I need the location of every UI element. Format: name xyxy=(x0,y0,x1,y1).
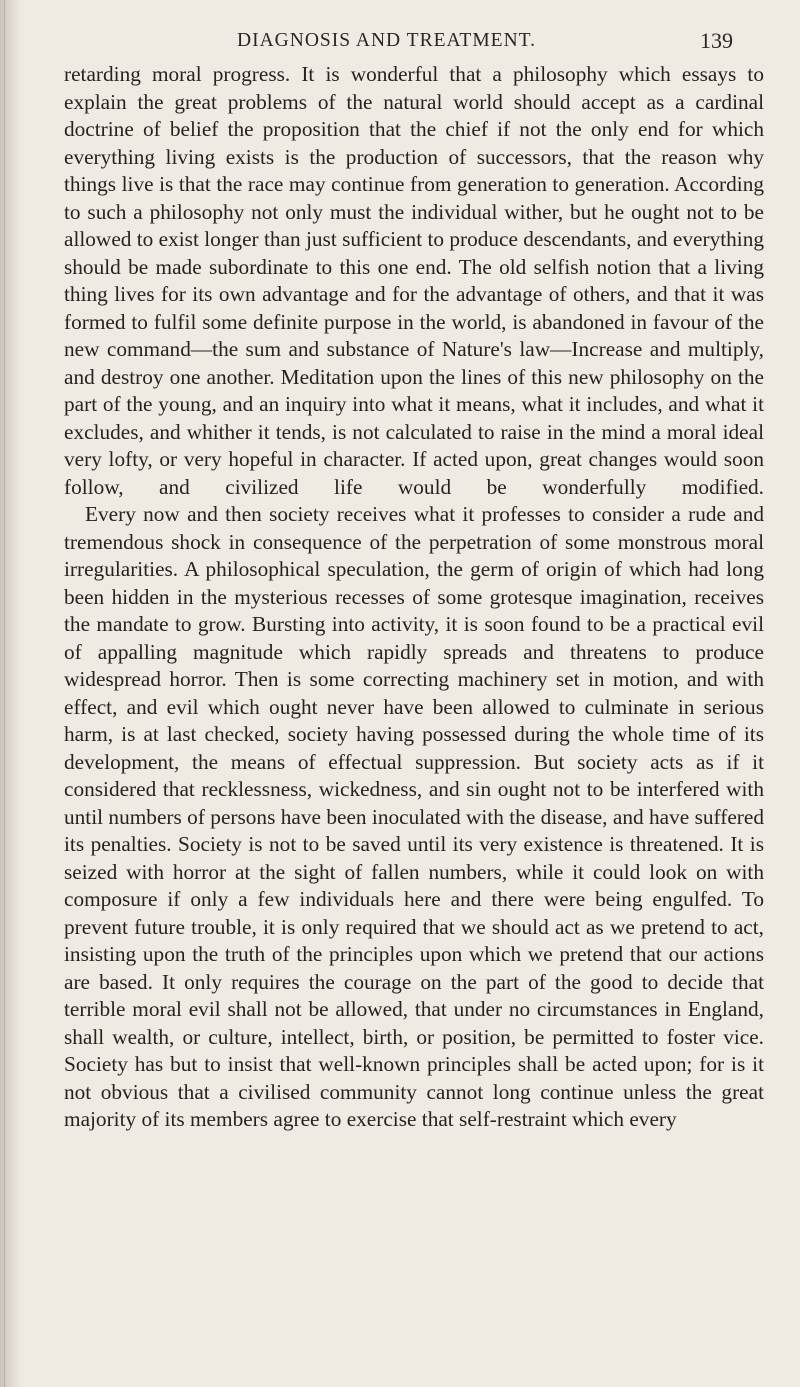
body-text xyxy=(64,61,764,1134)
paragraph: Every now and then society receives what it professes to consider a rude and tremendous shock in consequence of the perpetration of some monstrous moral irregularities. A philosophical speculation, the germ of origin of which had long been hidden in the mysterious recesses of some grotesque imagination, receives the mandate to grow. Bursting into activity, it is soon found to be a practical evil of appalling magnitude which rapidly spreads and threatens to produce widespread horror. Then is some correcting machinery set in motion, and with effect, and evil which ought never have been allowed to culminate in serious harm, is at last checked, society having possessed during the whole time of its development, the means of effectual suppression. But society acts as if it considered that recklessness, wickedness, and sin ought not to be interfered with until numbers of persons have been inoculated with the disease, and have suffered its penalties. Society is not to be saved until its very existence is threatened. It is seized with horror at the sight of fallen numbers, while it could look on with composure if only a few individuals here and there were being engulfed. To prevent future trouble, it is only required that we should act as we pretend to act, insisting upon the truth of the principles upon which we pretend that our actions are based. It only requires the courage on the part of the good to decide that terrible moral evil shall not be allowed, that under no circumstances in England, shall wealth, or culture, intellect, birth, or position, be permitted to foster vice. Society has but to insist that well-known principles shall be acted upon; for is it not obvious that a civilised community cannot long continue unless the great majority of its members agree to exercise that self-restraint which every xyxy=(64,502,764,1131)
running-title: DIAGNOSIS AND TREATMENT. xyxy=(237,30,536,51)
page-edge-line xyxy=(4,0,5,1387)
page-number: 139 xyxy=(700,28,733,53)
paragraph: retarding moral progress. It is wonderful that a philosophy which essays to explain the great problems of the natural world should accept as a cardinal doctrine of belief the proposition that the chief if not the only end for which everything living exists is the production of successors, that the reason why things live is that the race may continue from generation to generation. According to such a philosophy not only must the individual wither, but he ought not to be allowed to exist longer than just sufficient to produce descendants, and everything should be made subordinate to this one end. The old selfish notion that a living thing lives for its own advantage and for the advantage of others, and that it was formed to fulfil some definite purpose in the world, is abandoned in favour of the new command—the sum and substance of Nature's law—Increase and multiply, and destroy one another. Meditation upon the lines of this new philosophy on the part of the young, and an inquiry into what it means, what it includes, and what it excludes, and whither it tends, is not calculated to raise in the mind a moral ideal very lofty, or very hopeful in character. If acted upon, great changes would soon follow, and civilized life would be wonderfully modified. xyxy=(64,62,764,499)
